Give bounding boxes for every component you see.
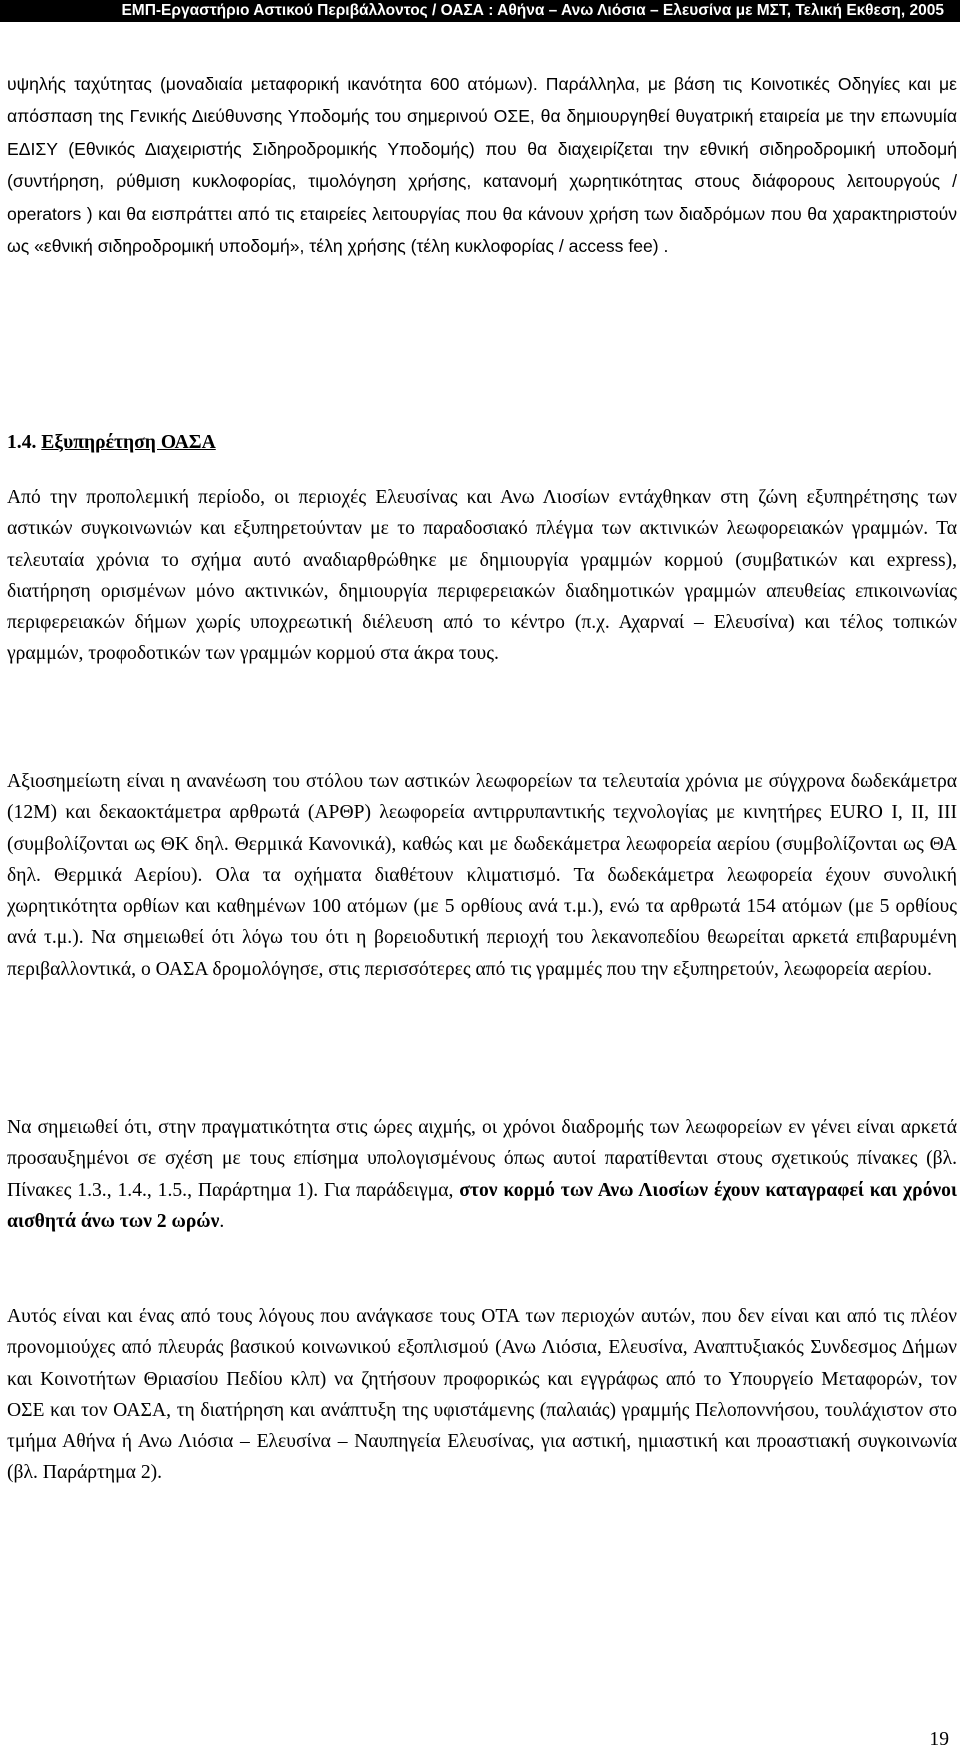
running-header: ΕΜΠ-Εργαστήριο Αστικού Περιβάλλοντος / ΟΑΣΑ : Αθήνα – Ανω Λιόσια – Ελευσίνα με ΜΣΤ, Τελική Εκθεση, 2005 [0,0,960,22]
paragraph-fleet-renewal: Αξιοσημείωτη είναι η ανανέωση του στόλου των αστικών λεωφορείων τα τελευταία χρόνια με σύγχρονα δωδεκάμετρα (12Μ) και δεκαοκτάμετρα αρθρωτά (ΑΡΘΡ) λεωφορεία αντιρρυπαντικής τεχνολογίας με κινητήρες EURO I, II, III (συμβολίζονται ως ΘΚ δηλ. Θερμικά Κανονικά), καθώς και με δωδεκάμετρα λεωφορεία αερίου (συμβολίζονται ως ΘΑ δηλ. Θερμικά Αερίου). Ολα τα οχήματα διαθέτουν κλιματισμό. Τα δωδεκάμετρα λεωφορεία έχουν συνολική χωρητικότητα ορθίων και καθημένων 100 ατόμων (με 5 ορθίους ανά τ.μ.), ενώ τα αρθρωτά 154 ατόμων (με 5 ορθίους ανά τ.μ.). Να σημειωθεί ότι λόγω του ότι η βορειοδυτική περιοχή του λεκανοπεδίου θεωρείται αρκετά επιβαρυμένη περιβαλλοντικά, ο ΟΑΣΑ δρομολόγησε, στις περισσότερες από τις γραμμές που την εξυπηρετούν, λεωφορεία αερίου. [7,771,957,980]
travel-times-end: . [219,1210,225,1232]
paragraph-local-requests: Αυτός είναι και ένας από τους λόγους που ανάγκασε τους ΟΤΑ των περιοχών αυτών, που δεν είναι και από τις πλέον προνομιούχες από πλευράς βασικού κοινωνικού εξοπλισμού (Ανω Λιόσια, Ελευσίνα, Αναπτυξιακός Συνδεσμος Δήμων και Κοινοτήτων Θριασίου Πεδίου κλπ) να ζητήσουν προφορικώς και εγγράφως από το Υπουργείο Μεταφορών, τον ΟΣΕ και τον ΟΑΣΑ, τη διατήρηση και ανάπτυξη της υφιστάμενης (παλαιάς) γραμμής Πελοποννήσου, τουλάχιστον στο τμήμα Αθήνα ή Ανω Λιόσια – Ελευσίνα – Ναυπηγεία Ελευσίνας, για αστική, ημιαστική και προαστιακή συγκοινωνία (βλ. Παράρτημα 2). [7,1306,957,1484]
paragraph-travel-times [7,1112,957,1237]
page-number: 19 [929,1729,949,1750]
section-number: 1.4. [7,432,37,453]
travel-times-text: Να σημειωθεί ότι, στην πραγματικότητα στις ώρες αιχμής, οι χρόνοι διαδρομής των λεωφορείων εν γένει είναι αρκετά προσαυξημένοι σε σχέση με τους επίσημα υπολογισμένους όπως αυτοί παρατίθενται στους σχετικούς πίνακες (βλ. Πίνακες 1.3., 1.4., 1.5., Παράρτημα 1). Για παράδειγμα, [7,1117,957,1201]
intro-paragraph: υψηλής ταχύτητας (μοναδιαία μεταφορική ικανότητα 600 ατόμων). Παράλληλα, με βάση τις Κοινοτικές Οδηγίες και με απόσπαση της Γενικής Διεύθυνσης Υποδομής του σημερινού ΟΣΕ, θα δημιουργηθεί θυγατρική εταιρεία με την επωνυμία ΕΔΙΣΥ (Εθνικός Διαχειριστής Σιδηροδρομικής Υποδομής) που θα διαχειρίζεται την εθνική σιδηροδρομική υποδομή (συντήρηση, ρύθμιση κυκλοφορίας, τιμολόγηση χρήσης, κατανομή χωρητικότητας στους διάφορους λειτουργούς / operators ) και θα εισπράττει από τις εταιρείες λειτουργίας που θα κάνουν χρήση των διαδρόμων που θα χαρακτηριστούν ως «εθνική σιδηροδρομική υποδομή», τέλη χρήσης (τέλη κυκλοφορίας / access fee) . [7,74,957,257]
paragraph-service-history: Από την προπολεμική περίοδο, οι περιοχές Ελευσίνας και Ανω Λιοσίων εντάχθηκαν στη ζώνη εξυπηρέτησης των αστικών συγκοινωνιών και εξυπηρετούνταν με το παραδοσιακό πλέγμα των ακτινικών λεωφορειακών γραμμών. Τα τελευταία χρόνια το σχήμα αυτό αναδιαρθρώθηκε με δημιουργία γραμμών κορμού (συμβατικών και express), διατήρηση ορισμένων μόνο ακτινικών, δημιουργία περιφερειακών διαδημοτικών γραμμών απευθείας επικοινωνίας περιφερειακών δήμων χωρίς υποχρεωτική διέλευση από το κέντρο (π.χ. Αχαρναί – Ελευσίνα) και τέλος τοπικών γραμμών, τροφοδοτικών των γραμμών κορμού στα άκρα τους. [7,487,957,665]
section-title: Εξυπηρέτηση ΟΑΣΑ [41,432,216,453]
section-heading [7,427,216,459]
travel-times-emphasis: στον κορμό των Ανω Λιοσίων έχουν καταγραφεί και χρόνοι αισθητά άνω των 2 ωρών [7,1179,957,1232]
